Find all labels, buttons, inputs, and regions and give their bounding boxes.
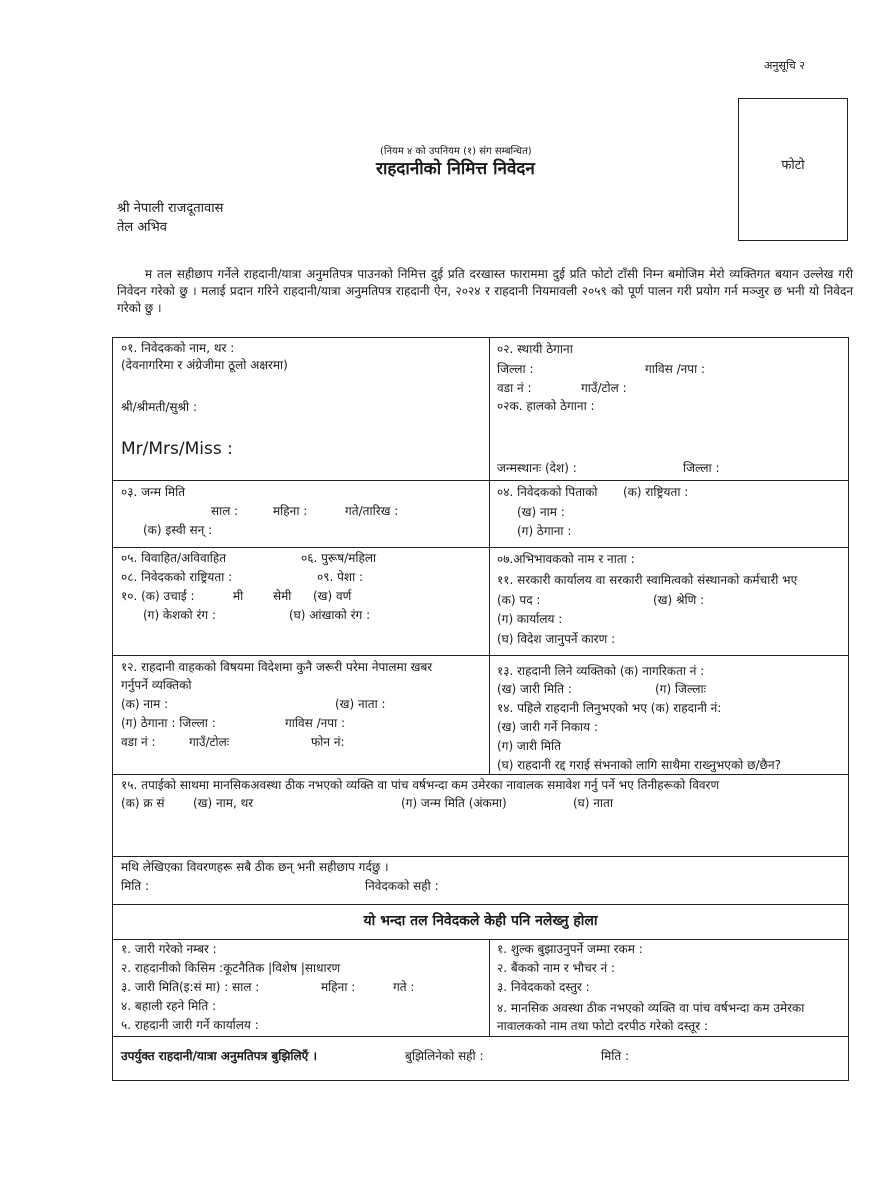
permanent-address-label: ०२. स्थायी ठेगाना — [497, 342, 573, 356]
photo-box — [738, 98, 848, 241]
validity-label: ४. बहाली रहने मिति : — [121, 999, 217, 1013]
row-divider — [113, 856, 848, 857]
fee-label: १. शुल्क बुझाउनुपर्ने जम्मा रकम : — [497, 942, 643, 956]
row-divider — [113, 939, 848, 940]
title-english-label: Mr/Mrs/Miss : — [121, 439, 233, 459]
contact-name-label: (क) नाम : — [121, 697, 169, 711]
bank-voucher-label: २. बैंकको नाम र भौचर नं : — [497, 961, 615, 975]
contact-vdc-label: गाविस /नपा : — [285, 716, 346, 730]
passport-cancel-label: (घ) राहदानी रद्द गराई संभनाको लागि साथैमा राख्नुभएको छ/छैन? — [497, 758, 781, 772]
application-form — [112, 337, 849, 1081]
hair-color-label: (ग) केशको रंग : — [143, 608, 216, 622]
dob-label: ०३. जन्म मिति — [121, 485, 186, 499]
office-use-heading: यो भन्दा तल निवेदकले केही पनि नलेख्नु होला — [363, 913, 598, 929]
birth-district-label: जिल्ला : — [683, 461, 720, 475]
contact-address-label: (ग) ठेगाना : जिल्ला : — [121, 716, 216, 730]
receipt-date-label: मिति : — [601, 1049, 630, 1063]
district-label: जिल्ला : — [497, 362, 534, 376]
contact-village-label: गाउँ/टोलः — [189, 735, 230, 749]
minor-fee-line2: नावालकको नाम तथा फोटो दरपीठ गरेको दस्तूर : — [497, 1019, 708, 1033]
father-address-label: (ग) ठेगाना : — [517, 524, 572, 538]
row-divider — [113, 480, 848, 481]
issuing-office-label: ५. राहदानी जारी गर्ने कार्यालय : — [121, 1018, 259, 1032]
prev-passport-label: १४. पहिले राहदानी लिनुभएको भए (क) राहदानी नं: — [497, 701, 722, 715]
gov-employee-label: ११. सरकारी कार्यालय वा सरकारी स्वामित्वको संस्थानको कर्मचारी भए — [497, 573, 798, 587]
row-divider — [113, 774, 848, 775]
office-issue-day-label: गते : — [393, 980, 415, 994]
father-name-label: (ख) नाम : — [517, 505, 565, 519]
contact-phone-label: फोन नं: — [311, 735, 345, 749]
gender-label: ०६. पुरूष/महिला — [301, 551, 377, 565]
minor-fee-line1: ४. मानसिक अवस्था ठीक नभएको व्यक्ति वा पांच वर्षभन्दा कम उमेरका — [497, 1001, 805, 1015]
dob-month-label: महिना : — [273, 504, 308, 518]
passport-type-label: २. राहदानीको किसिम :कूटनैतिक |विशेष |साधारण — [121, 961, 341, 975]
row-divider — [113, 1036, 848, 1037]
guardian-label: ०७.अभिभावकको नाम र नाता : — [497, 552, 635, 566]
title-nepali-label: श्री/श्रीमती/सुश्री : — [121, 400, 197, 414]
row-divider — [113, 904, 848, 905]
vdc-label: गाविस /नपा : — [645, 362, 706, 376]
minor-relation-label: (घ) नाता — [573, 796, 613, 810]
office-issue-date-label: ३. जारी मिति(इ:सं मा) : साल : — [121, 980, 260, 994]
father-label: ०४. निवेदकको पिताको — [497, 485, 598, 499]
citizenship-label: १३. राहदानी लिने व्यक्तिको (क) नागरिकता नं : — [497, 664, 705, 678]
contact-relation-label: (ख) नाता : — [335, 697, 386, 711]
travel-reason-label: (घ) विदेश जानुपर्ने कारण : — [497, 632, 616, 646]
applicant-name-note: (देवनागरिमा र अंग्रेजीमा ठूलो अक्षरमा) — [121, 358, 288, 372]
occupation-label: ०९. पेशा : — [317, 570, 364, 584]
emergency-contact-line1: १२. राहदानी वाहकको विषयमा विदेशमा कुनै जरूरी परेमा नेपालमा खबर — [121, 660, 433, 674]
citizenship-district-label: (ग) जिल्लाः — [655, 682, 707, 696]
birthplace-label: जन्मस्थानः (देश) : — [497, 461, 577, 475]
applicant-signature-label: निवेदकको सही : — [365, 879, 439, 893]
minor-sn-label: (क) क्र सं — [121, 796, 165, 810]
minors-label: १५. तपाईको साथमा मानसिकअवस्था ठीक नभएको व्यक्ति वा पांच वर्षभन्दा कम उमेरका नावालक समावेश गर्नु पर्ने भए तिनीहरूको विवरण — [121, 778, 720, 792]
emergency-contact-line2: गर्नुपर्ने व्यक्तिको — [121, 678, 192, 692]
issue-number-label: १. जारी गरेको नम्बर : — [121, 942, 217, 956]
prev-issuing-office-label: (ख) जारी गर्ने निकाय : — [497, 720, 598, 734]
dob-day-label: गते/तारिख : — [345, 504, 399, 518]
declaration-date-label: मिति : — [121, 879, 150, 893]
applicant-fee-label: ३. निवेदकको दस्तुर : — [497, 980, 590, 994]
ward-label: वडा नं : — [497, 381, 532, 395]
applicant-nationality-label: ०८. निवेदकको राष्ट्रियता : — [121, 570, 233, 584]
prev-issue-date-label: (ग) जारी मिति — [497, 739, 562, 753]
citizenship-issue-date-label: (ख) जारी मिति : — [497, 682, 572, 696]
addressee-line1: श्री नेपाली राजदूतावास — [117, 201, 224, 216]
eye-color-label: (घ) आंखाको रंग : — [289, 608, 371, 622]
grade-label: (ख) श्रेणि : — [653, 593, 705, 607]
marital-status-label: ०५. विवाहित/अविवाहित — [121, 551, 227, 565]
office-issue-month-label: महिना : — [321, 980, 356, 994]
form-title: राहदानीको निमित्त निवेदन — [376, 159, 535, 179]
height-label: १०. (क) उचाई : — [121, 589, 195, 603]
receipt-text: उपर्युक्त राहदानी/यात्रा अनुमतिपत्र बुझिलिएँ । — [121, 1049, 318, 1063]
meter-label: मी — [233, 589, 244, 603]
father-nationality-label: (क) राष्ट्रियता : — [623, 485, 689, 499]
current-address-label: ०२क. हालको ठेगाना : — [497, 399, 595, 413]
column-divider — [489, 939, 490, 1036]
minor-dob-label: (ग) जन्म मिति (अंकमा) — [401, 796, 507, 810]
row-divider — [113, 655, 848, 656]
photo-label: फोटो — [781, 158, 805, 173]
dob-year-label: साल : — [211, 504, 239, 518]
receiver-signature-label: बुझिलिनेको सही : — [405, 1049, 484, 1063]
declaration-text: मथि लेखिएका विवरणहरू सबै ठीक छन् भनी सहीछाप गर्दछु । — [121, 860, 389, 874]
office-label: (ग) कार्यालय : — [497, 612, 563, 626]
dob-ad-label: (क) इस्वी सन् : — [143, 523, 213, 537]
complexion-label: (ख) वर्ण — [313, 589, 352, 603]
rule-reference: (नियम ४ को उपनियम (१) संग सम्बन्धित) — [380, 146, 532, 157]
schedule-label: अनुसूचि २ — [764, 59, 805, 72]
contact-ward-label: वडा नं : — [121, 735, 156, 749]
applicant-name-label: ०१. निवेदकको नाम, थर : — [121, 341, 235, 355]
addressee-line2: तेल अभिव — [117, 220, 168, 235]
village-label: गाउँ/टोल : — [581, 381, 627, 395]
cm-label: सेमी — [273, 589, 292, 603]
post-label: (क) पद : — [497, 593, 541, 607]
column-divider — [489, 338, 490, 774]
row-divider — [113, 547, 848, 548]
intro-paragraph: म तल सहीछाप गर्नेले राहदानी/यात्रा अनुमतिपत्र पाउनको निमित्त दुई प्रति दरखास्त फाराममा दुई प्रति फोटो टाँसी निम्न बमोजिम मेरो व्यक्तिगत बयान उल्लेख गरी निवेदन गरेको छु । मलाई प्रदान गरिने राहदानी/यात्रा अनुमतिपत्र राहदानी ऐन, २०२४ र राहदानी नियमावली २०५९ को पूर्ण पालन गरी प्रयोग गर्न मञ्जुर छ भनी यो निवेदन गरेको छु । — [117, 267, 853, 315]
minor-name-label: (ख) नाम, थर — [193, 796, 254, 810]
